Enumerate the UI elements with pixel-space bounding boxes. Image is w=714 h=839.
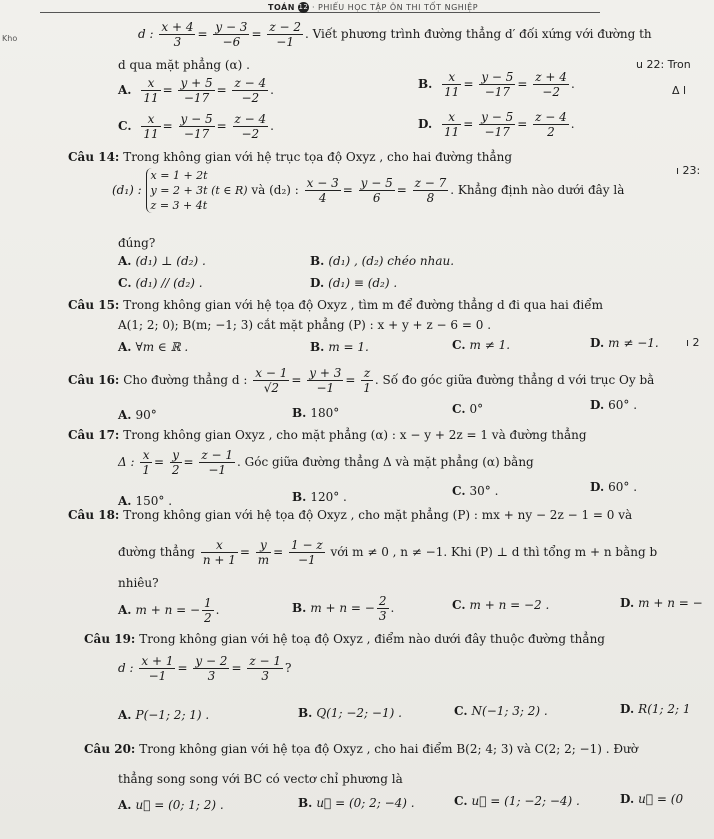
q17-text: Trong không gian Oxyz , cho mặt phẳng (α) : x − y + 2z = 1 và đường thẳng (123, 428, 587, 442)
header-title: · PHIẾU HỌC TẬP ÔN THI TỐT NGHIỆP (311, 3, 479, 12)
q13-A-f3d: −2 (241, 91, 260, 105)
q20-B: B. (298, 796, 313, 810)
q15-D: D. (590, 336, 605, 350)
q14-D-text: (d₁) ≡ (d₂) . (328, 276, 398, 290)
fraction (202, 596, 214, 625)
q19-pre: d : (118, 661, 134, 675)
q18-f2n: y (256, 538, 271, 553)
q13-D-f2d: −17 (484, 125, 510, 139)
q13-C-f3n: z − 4 (234, 112, 267, 126)
q18-option-d[interactable] (620, 596, 703, 610)
q20-option-d[interactable] (620, 792, 683, 806)
fraction (178, 76, 214, 105)
q17-option-b[interactable] (292, 490, 347, 504)
q14-f2n: y − 5 (360, 176, 393, 190)
q13-D-f1n: x (442, 110, 461, 125)
q19-text: Trong không gian với hệ toạ độ Oxyz , điểm nào dưới đây thuộc đường thẳng (139, 632, 605, 646)
q14-lines: (d₁) : x = 1 + 2t y = 2 + 3t (t ∈ R) z = 3 + 4t và (d₂) : $\frac{x - 3}{4}$ = $\frac{y - 5}{6}$ = $\frac{z - 7}{8}$ . Khẳng định nào dưới đây là (112, 169, 625, 212)
q13-line2: d qua mặt phẳng (α) . (118, 58, 250, 72)
q17-option-a[interactable] (118, 494, 172, 508)
q13-f3n: z − 2 (269, 20, 301, 34)
q13-C-end: . (270, 119, 274, 133)
q18-A-fn: 1 (204, 596, 212, 610)
fraction (479, 110, 515, 139)
q20-text: Trong không gian với hệ tọa độ Oxyz , cho hai điểm B(2; 4; 3) và C(2; 2; −1) . Đườ (139, 742, 639, 756)
q16-label: Câu 16: (68, 373, 120, 387)
q19-A: A. (118, 708, 132, 722)
q18-f3n: 1 − z (291, 538, 323, 552)
q15-C: C. (452, 338, 466, 352)
q13-f3d: −1 (276, 35, 294, 49)
q13-A-f1d: 11 (143, 91, 159, 105)
q18-text: Trong không gian với hệ tọa độ Oxyz , cho mặt phẳng (P) : mx + ny − 2z − 1 = 0 và (123, 508, 633, 522)
q18-D-text: m + n = − (638, 596, 703, 610)
q19-option-a[interactable] (118, 708, 209, 722)
q13-D-end: . (570, 117, 575, 131)
q14-f3d: 8 (426, 191, 435, 205)
q18-B-end: . (390, 601, 395, 615)
q20-option-a[interactable] (118, 798, 224, 812)
q13-B-f3d: −2 (542, 85, 560, 99)
q14-tail2: đúng? (118, 236, 156, 250)
q13-D-f3n: z − 4 (535, 110, 567, 124)
q13-C-f2d: −17 (183, 127, 210, 141)
q13-option-d[interactable]: D. $\frac{x}{11}$ = $\frac{y - 5}{-17}$ = $\frac{z - 4}{2}$ . (418, 110, 575, 139)
q15-C-text: m ≠ 1. (469, 338, 511, 352)
fraction (247, 654, 283, 683)
q13-C-f1d: 11 (143, 127, 159, 141)
fraction (201, 538, 238, 567)
fraction (193, 654, 229, 683)
q17-f2d: 2 (171, 463, 180, 477)
q18-A-pre: m + n = − (135, 603, 201, 617)
fraction (141, 76, 160, 105)
q17-f2n: y (170, 448, 182, 463)
q18-pre: đường thẳng (118, 545, 195, 559)
q14-A: A. (118, 254, 132, 268)
q17-option-c[interactable] (452, 484, 498, 498)
q16-option-b[interactable] (292, 406, 339, 420)
q13-C-f1n: x (141, 112, 160, 127)
option-label: B. (418, 77, 433, 91)
q18-B-pre: m + n = − (310, 601, 375, 615)
q13-f2n: y − 3 (215, 20, 248, 34)
q14-C-text: (d₁) // (d₂) . (135, 276, 203, 290)
q16-f2d: −1 (316, 381, 335, 395)
q18-D: D. (620, 596, 635, 610)
q14-f2d: 6 (372, 191, 381, 205)
q14-B-text: (d₁) , (d₂) chéo nhau. (328, 254, 455, 268)
q16-D: D. (590, 398, 605, 412)
q18-A-fd: 2 (204, 611, 212, 625)
q13-D-f1d: 11 (443, 125, 460, 139)
q14-stem (68, 150, 512, 164)
q19-D: D. (620, 702, 635, 716)
q18-f3d: −1 (297, 553, 316, 567)
worksheet-header (268, 2, 478, 13)
q14-option-b[interactable] (310, 254, 454, 268)
q17-delta: Δ : (118, 455, 135, 469)
option-label: C. (118, 119, 132, 133)
q15-option-b[interactable] (310, 340, 369, 354)
q18-stem (68, 508, 632, 522)
q17-B: B. (292, 490, 307, 504)
q15-text: Trong không gian với hệ tọa độ Oxyz , tìm m để đường thẳng d đi qua hai điểm (123, 298, 603, 312)
q19-f3n: z − 1 (249, 654, 281, 668)
q13-option-a[interactable]: A. $\frac{x}{11}$ = $\frac{y + 5}{-17}$ = $\frac{z - 4}{-2}$ . (118, 76, 274, 105)
q19-f3d: 3 (261, 669, 269, 683)
fraction (442, 110, 461, 139)
q17-f1n: x (140, 448, 152, 463)
q13-B-f2d: −17 (484, 85, 511, 99)
q17-f3n: z − 1 (201, 448, 234, 462)
fraction (533, 70, 569, 99)
q17-tail: . Góc giữa đường thẳng Δ và mặt phẳng (α) bằng (237, 455, 534, 469)
q13-A-f2n: y + 5 (180, 76, 213, 90)
q14-C: C. (118, 276, 132, 290)
q20-D: D. (620, 792, 635, 806)
q16-A-text: 90° (135, 408, 157, 422)
q17-C: C. (452, 484, 466, 498)
q15-label: Câu 15: (68, 298, 120, 312)
q16-C-text: 0° (469, 402, 484, 416)
q16-D-text: 60° . (608, 398, 638, 412)
fraction (199, 448, 235, 477)
q17-B-text: 120° . (310, 490, 347, 504)
fraction (256, 538, 271, 567)
fraction (289, 538, 325, 567)
right-col-q22b: Δ l (672, 84, 687, 97)
fraction (141, 112, 160, 141)
right-col-q22: u 22: Tron (636, 58, 691, 71)
q16-f2n: y + 3 (309, 366, 342, 380)
q18-A: A. (118, 603, 132, 617)
q13-A-f2d: −17 (183, 91, 210, 105)
q20-A-text: u⃗ = (0; 1; 2) . (135, 798, 224, 812)
q14-f1d: 4 (318, 191, 327, 205)
right-col-q23: ı 23: (676, 164, 701, 177)
q13-A-end: . (270, 83, 274, 97)
q17-option-d[interactable] (590, 480, 637, 494)
q14-text: Trong không gian với hệ trục tọa độ Oxyz , cho hai đường thẳng (123, 150, 513, 164)
q20-label: Câu 20: (84, 742, 136, 756)
q18-label: Câu 18: (68, 508, 120, 522)
q14-sys2: y = 2 + 3t (t ∈ R) (150, 184, 248, 197)
q14-A-text: (d₁) ⊥ (d₂) . (135, 254, 206, 268)
fraction (305, 176, 341, 205)
q19-stem (84, 632, 605, 646)
q14-sys1: x = 1 + 2t (150, 169, 208, 182)
right-col-2: ı 2 (686, 336, 700, 349)
q14-f1n: x − 3 (306, 176, 339, 190)
fraction (479, 70, 515, 99)
q18-C-text: m + n = −2 . (469, 598, 550, 612)
left-margin-text: Kho (2, 34, 18, 43)
q13-equation: d : $\frac{x + 4}{3}$ = $\frac{y - 3}{-6}$ = $\frac{z - 2}{-1}$ . Viết phương trình đường thẳng d′ đối xứng với đường th (138, 20, 652, 49)
q20-option-c[interactable] (454, 794, 580, 808)
q15-option-c[interactable] (452, 338, 510, 352)
fraction (232, 76, 268, 105)
q20-C: C. (454, 794, 468, 808)
q15-option-d[interactable] (590, 336, 659, 350)
q13-option-b[interactable]: B. $\frac{x}{11}$ = $\frac{y - 5}{-17}$ = $\frac{z + 4}{-2}$ . (418, 70, 575, 99)
fraction (359, 176, 395, 205)
q18-B-fd: 3 (378, 609, 387, 623)
fraction (377, 594, 389, 623)
fraction (179, 112, 215, 141)
q16-option-a[interactable] (118, 408, 157, 422)
q13-B-f1n: x (442, 70, 461, 85)
q14-system (146, 168, 248, 213)
q13-f1d: 3 (173, 35, 182, 49)
q19-tail: ? (284, 661, 292, 675)
q14-D: D. (310, 276, 325, 290)
q17-D: D. (590, 480, 605, 494)
header-subject: TOÁN (268, 3, 295, 12)
q20-text2: thẳng song song với BC có vectơ chỉ phương là (118, 772, 403, 786)
q16-stem: Câu 16: Cho đường thẳng d : $\frac{x - 1}{√2}$ = $\frac{y + 3}{-1}$ = $\frac{z}{1}$ . Số đo góc giữa đường thẳng d với trục Oy bằ (68, 366, 655, 395)
q14-option-d[interactable] (310, 276, 397, 290)
q13-f1n: x + 4 (161, 20, 194, 34)
q13-option-c[interactable]: C. $\frac{x}{11}$ = $\frac{y - 5}{-17}$ = $\frac{z - 4}{-2}$ . (118, 112, 274, 141)
q18-A-end: . (215, 603, 220, 617)
q17-f1d: 1 (142, 463, 150, 477)
q19-f1n: x + 1 (141, 654, 174, 668)
q18-f1n: x (201, 538, 238, 553)
q17-stem (68, 428, 587, 442)
q13-B-f1d: 11 (444, 85, 460, 99)
q19-D-text: R(1; 2; 1 (638, 702, 691, 716)
option-label: D. (418, 117, 433, 131)
q15-B: B. (310, 340, 325, 354)
fraction (413, 176, 449, 205)
q16-A: A. (118, 408, 132, 422)
q20-option-b[interactable] (298, 796, 415, 810)
q18-tail2: nhiêu? (118, 576, 159, 590)
q19-B: B. (298, 706, 313, 720)
q19-B-text: Q(1; −2; −1) . (316, 706, 402, 720)
q13-A-f3n: z − 4 (234, 76, 267, 90)
q17-C-text: 30° . (469, 484, 499, 498)
q17-A: A. (118, 494, 132, 508)
q18-B-fn: 2 (378, 594, 387, 608)
q14-and: và (d₂) : (251, 183, 299, 197)
q16-f3n: z (361, 366, 373, 381)
q19-option-d[interactable] (620, 702, 691, 716)
q19-option-b[interactable] (298, 706, 402, 720)
q19-option-c[interactable] (454, 704, 548, 718)
q13-f2d: −6 (222, 35, 241, 49)
fraction (170, 448, 182, 477)
fraction (139, 654, 175, 683)
q20-D-text: u⃗ = (0 (638, 792, 684, 806)
q15-A: A. (118, 340, 132, 354)
q14-d1: (d₁) : (112, 183, 142, 197)
q14-option-a[interactable] (118, 254, 206, 268)
q13-prefix: d : (138, 27, 154, 41)
q15-B-text: m = 1. (328, 340, 369, 354)
q20-stem (84, 742, 638, 756)
fraction (307, 366, 343, 395)
q13-C-f3d: −2 (241, 127, 260, 141)
q14-option-c[interactable] (118, 276, 203, 290)
q18-B: B. (292, 601, 307, 615)
q20-B-text: u⃗ = (0; 2; −4) . (316, 796, 415, 810)
q19-C: C. (454, 704, 468, 718)
q18-f1d: n + 1 (202, 553, 236, 567)
q16-B-text: 180° (310, 406, 340, 420)
q14-sys3: z = 3 + 4t (150, 199, 208, 212)
q19-f2n: y − 2 (195, 654, 228, 668)
q14-tail: . Khẳng định nào dưới đây là (450, 183, 625, 197)
q16-text: Cho đường thẳng d : (123, 373, 248, 387)
q20-C-text: u⃗ = (1; −2; −4) . (471, 794, 580, 808)
q16-f1d: √2 (263, 381, 279, 395)
q14-B: B. (310, 254, 325, 268)
q18-f2d: m (257, 553, 270, 567)
q18-option-b[interactable] (292, 594, 394, 623)
q13-frac-y (213, 20, 249, 49)
q13-B-f2n: y − 5 (481, 70, 514, 84)
q18-line2: đường thẳng $\frac{x}{n + 1}$ = $\frac{y}{m}$ = $\frac{1 - z}{-1}$ với m ≠ 0 , n ≠ −1. Khi (P) ⊥ d thì tổng m + n bằng b (118, 538, 658, 567)
q13-C-f2n: y − 5 (180, 112, 213, 126)
q17-line2: Δ : $\frac{x}{1}$ = $\frac{y}{2}$ = $\frac{z - 1}{-1}$ . Góc giữa đường thẳng Δ và mặt phẳng (α) bằng (118, 448, 534, 477)
q16-f3d: 1 (363, 381, 371, 395)
q18-tail: với m ≠ 0 , n ≠ −1. Khi (P) ⊥ d thì tổng m + n bằng b (330, 545, 658, 559)
fraction (442, 70, 461, 99)
q13-B-end: . (570, 77, 575, 91)
q13-frac-x (159, 20, 195, 49)
q13-tail: . Viết phương trình đường thẳng d′ đối xứng với đường th (304, 27, 652, 41)
q18-option-a[interactable] (118, 596, 220, 625)
q13-D-f3d: 2 (547, 125, 555, 139)
q14-label: Câu 14: (68, 150, 120, 164)
q13-frac-z (267, 20, 303, 49)
q16-option-c[interactable] (452, 402, 483, 416)
q19-f2d: 3 (207, 669, 216, 683)
q16-f1n: x − 1 (255, 366, 288, 380)
q13-B-f3n: z + 4 (535, 70, 567, 84)
q15-text2: A(1; 2; 0); B(m; −1; 3) cắt mặt phẳng (P) : x + y + z − 6 = 0 . (118, 318, 492, 332)
q15-A-text: ∀m ∈ ℝ . (135, 340, 189, 354)
q19-C-text: N(−1; 3; 2) . (471, 704, 548, 718)
q20-A: A. (118, 798, 132, 812)
q17-D-text: 60° . (608, 480, 638, 494)
option-label: A. (118, 83, 132, 97)
fraction (533, 110, 569, 139)
q18-C: C. (452, 598, 466, 612)
fraction (361, 366, 373, 395)
fraction (140, 448, 152, 477)
q17-f3d: −1 (208, 463, 227, 477)
q16-tail: . Số đo góc giữa đường thẳng d với trục Oy bằ (374, 373, 655, 387)
q14-f3n: z − 7 (414, 176, 447, 190)
fraction (233, 112, 269, 141)
q18-option-c[interactable] (452, 598, 549, 612)
fraction (253, 366, 289, 395)
q15-option-a[interactable] (118, 340, 188, 354)
q19-line2: d : $\frac{x + 1}{-1}$ = $\frac{y - 2}{3}$ = $\frac{z - 1}{3}$ ? (118, 654, 292, 683)
q19-label: Câu 19: (84, 632, 136, 646)
q19-f1d: −1 (148, 669, 167, 683)
header-number-badge: 12 (298, 3, 309, 11)
q17-A-text: 150° . (135, 494, 173, 508)
q15-stem (68, 298, 603, 312)
q13-D-f2n: y − 5 (481, 110, 514, 124)
q16-B: B. (292, 406, 307, 420)
q16-option-d[interactable] (590, 398, 637, 412)
q17-label: Câu 17: (68, 428, 120, 442)
q19-A-text: P(−1; 2; 1) . (135, 708, 210, 722)
q13-A-f1n: x (141, 76, 160, 91)
q15-D-text: m ≠ −1. (608, 336, 659, 350)
q16-C: C. (452, 402, 466, 416)
